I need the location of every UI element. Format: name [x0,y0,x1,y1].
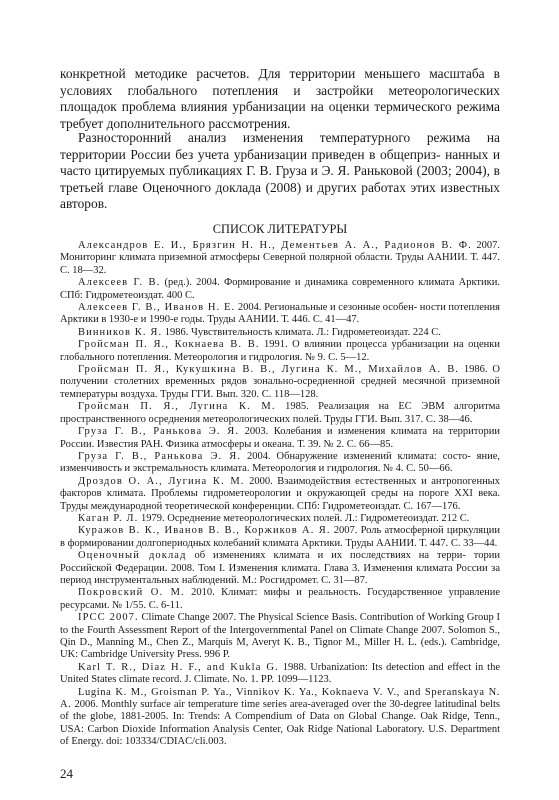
reference-item [60,587,500,612]
reference-item [60,513,500,525]
reference-text: об изменениях климата и их последствиях на терри- тории Российской Федерации. 2008. Том I. Изменения климата. Глава 3. Изменения климата России за период инструментальных наблюдений. М.: Росгидромет. С. 31—87. [60,550,500,586]
reference-authors: Алексеев Г. В., Иванов Н. Е. [78,302,236,314]
reference-authors: Karl T. R., Diaz H. F., and Kukla G. [78,661,279,673]
reference-authors: Винников К. Я. [78,326,163,338]
reference-text: 1991. О влиянии процесса урбанизации на оценки глобального потепления. Метеорология и гидрология. № 9. С. 5—12. [60,339,500,363]
reference-text: 1979. Осреднение метеорологических полей. Л.: Гидрометеоиздат. 212 С. [138,512,470,524]
body-paragraph-2: Разносторонний анализ изменения температурного режима на территории России без учета урбанизации приведен в общеприз- нанных и часто цитируемых публикациях Г. В. Груза и Э. Я. Раньковой (2003; 2004), в третьей главе Оценочного доклада (2008) и других работах этих известных авторов. [60,130,500,212]
reference-authors: Каган Р. Л. [78,512,139,524]
reference-authors: Гройсман П. Я., Кукушкина В. В., Лугина К. М., Михайлов А. В. [78,364,460,376]
reference-text: Climate Change 2007. The Physical Science Basis. Contribution of Working Group I to the Fourth Assessment Report of the Intergovernmental Panel on Climate Change 2007. Solomon S., Qin D., Manning M., Chen Z., Marquis M, Averyt K. B., Tignor M., Miller H. L. (eds.). Cambridge, UK: Cambridge University Press. 996 P. [60,612,500,661]
reference-text: 2010. Климат: мифы и реальность. Государственное управление ресурсами. № 1/55. С. 6-11. [60,587,501,611]
reference-item [60,401,500,426]
reference-item [60,662,500,687]
reference-authors: Александров Е. И., Брязгин Н. Н., Дементьев А. А., Радионов В. Ф. [78,240,472,251]
reference-text: 1988. Urbanization: Its detection and effect in the United States climate record. J. Climate. No. 1. PP. 1099—1123. [60,661,500,686]
body-paragraph-1: конкретной методике расчетов. Для территории меньшего масштаба в условиях глобального потепления и застройки метеорологических площадок проблема влияния урбанизации на оценки термического режима требует дополнительного рассмотрения. [60,66,500,131]
reference-authors: Оценочный доклад [78,550,187,562]
reference-authors: Покровский О. М. [78,587,185,599]
reference-item [60,364,500,401]
reference-text: 1986. Чувствительность климата. Л.: Гидрометеоиздат. 224 С. [162,326,441,338]
reference-text: (ред.). 2004. Формирование и динамика современного климата Арктики. СПб: Гидрометеоиздат. 400 С. [60,277,500,301]
reference-item [60,302,500,327]
reference-item [60,550,500,587]
reference-item [60,525,500,550]
reference-text: 1985. Реализация на ЕС ЭВМ алгоритма пространственного осреднения метеорологических полей. Труды ГГИ. Вып. 317. С. 38—46. [60,401,500,425]
reference-authors: Дроздов О. А., Лугина К. М. [78,475,245,487]
reference-authors: Гройсман П. Я., Лугина К. М. [78,401,276,413]
reference-authors: Груза Г. В., Ранькова Э. Я. [78,426,240,438]
reference-authors: Груза Г. В., Ранькова Э. Я. [78,450,242,462]
reference-authors: Куражов В. К., Иванов В. В., Коржиков А. Я. [78,525,331,537]
reference-authors: Гройсман П. Я., Кокнаева В. В. [78,339,260,351]
reference-item [60,327,500,339]
reference-text: 2000. Взаимодействия естественных и антропогенных факторов климата. Проблемы гидрометеорологии и окружающей среды на пороге XXI века. Труды международной теоретической конференции. СПб: Гидрометеоиздат. С. 167—176. [60,475,500,512]
reference-text: 1986. О получении столетних временных рядов зонально-осредненной средней месячной приземной температуры воздуха. Труды ГГИ. Вып. 320. С. 118—128. [60,364,500,400]
reference-authors: Lugina K. M., Groisman P. Ya., Vinnikov K. Ya., Koknaeva V. V., and Speranskaya N. A. [60,686,500,711]
reference-item [60,612,500,662]
reference-item [60,451,500,476]
reference-text: 2007. Мониторинг климата приземной атмосферы Северной полярной области. Труды ААНИИ. Т. 447. С. 18—32. [60,240,500,276]
reference-text: 2006. Monthly surface air temperature time series area-averaged over the 30-degree latitudinal belts of the globe, 1881-2005. In: Trends: A Compendium of Data on Global Change. Oak Ridge, Tenn., USA: Carbon Dioxide Information Analysis Center, Oak Ridge National Laboratory. U.S. Department of Energy. doi: 103334/CDIAC/cli.003. [60,699,500,748]
reference-item [60,426,500,451]
reference-authors: Алексеев Г. В. [78,277,161,289]
reference-text: 2003. Колебания и изменения климата на территории России. Известия РАН. Физика атмосферы и океана. Т. 39. № 2. С. 66—85. [60,426,500,450]
reference-item [60,339,500,364]
references-list [60,240,500,749]
reference-item [60,240,500,277]
page-number: 24 [60,766,73,781]
reference-item [60,687,500,749]
reference-text: 2004. Обнаружение изменений климата: состо- яние, изменчивость и экстремальность климата. Метеорология и гидрология. № 4. С. 50—66. [60,450,500,475]
reference-text: 2004. Региональные и сезонные особен- ности потепления Арктики в 1930-е и 1990-е годы. Труды ААНИИ. Т. 446. С. 41—47. [60,302,501,326]
reference-item [60,277,500,302]
references-heading: СПИСОК ЛИТЕРАТУРЫ [212,222,348,236]
reference-authors: IPCC 2007. [78,612,139,624]
reference-text: 2007. Роль атмосферной циркуляции в формировании долгопериодных колебаний климата Арктики. Труды ААНИИ. Т. 447. С. 33—44. [60,525,500,549]
reference-item [60,476,500,513]
